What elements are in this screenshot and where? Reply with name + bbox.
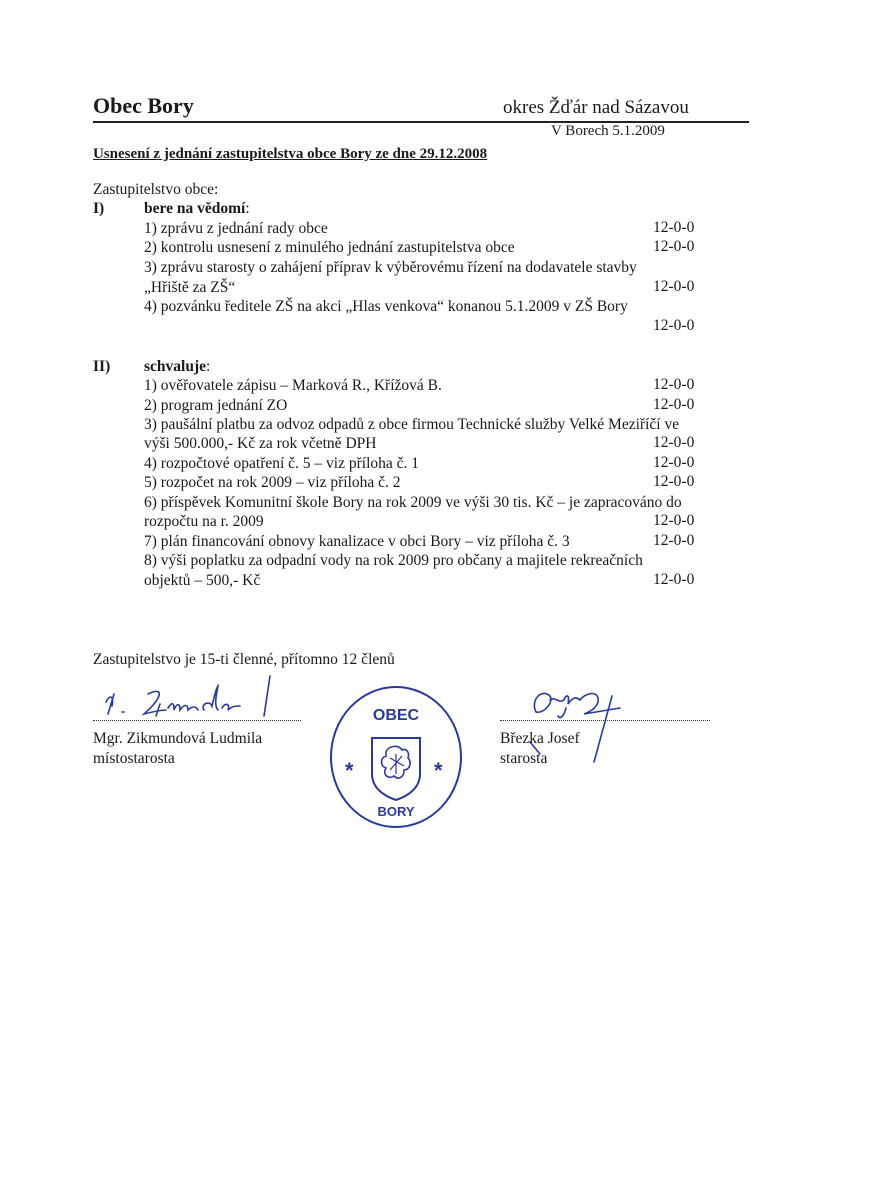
item-text: 3) zprávu starosty o zahájení příprav k výběrovému řízení na dodavatele stavby [144, 259, 637, 276]
left-signatory-name: Mgr. Zikmundová Ludmila [93, 730, 263, 747]
section1-item [144, 297, 744, 317]
item-text: 2) program jednání ZO [144, 397, 288, 414]
item-text: 8) výši poplatku za odpadní vody na rok 2009 pro občany a majitele rekreačních [144, 552, 643, 569]
item-text: 3) paušální platbu za odvoz odpadů z obce firmou Technické služby Velké Meziříčí ve [144, 416, 680, 433]
section2-item [144, 493, 744, 513]
vote-result: 12-0-0 [653, 396, 695, 413]
section1-heading-colon: : [245, 200, 250, 217]
section2-item [144, 551, 744, 571]
item-text: rozpočtu na r. 2009 [144, 513, 264, 530]
section1-item [144, 258, 744, 278]
vote-result: 12-0-0 [653, 219, 695, 236]
seal-right-star-icon: * [434, 758, 443, 783]
item-text: 5) rozpočet na rok 2009 – viz příloha č. 2 [144, 474, 401, 491]
item-text: 6) příspěvek Komunitní škole Bory na rok 2009 ve výši 30 tis. Kč – je zapracováno do [144, 494, 682, 511]
document-subject: Usnesení z jednání zastupitelstva obce Bory ze dne 29.12.2008 [93, 146, 488, 162]
section2-heading-text: schvaluje [144, 358, 206, 375]
item-text: 1) ověřovatele zápisu – Marková R., Křížová B. [144, 377, 442, 394]
item-text: výši 500.000,- Kč za rok včetně DPH [144, 435, 377, 452]
left-signature-line [93, 720, 301, 721]
item-text: 7) plán financování obnovy kanalizace v obci Bory – viz příloha č. 3 [144, 533, 570, 550]
section1-numeral: I) [93, 200, 105, 217]
left-handwritten-signature [100, 672, 300, 724]
right-signatory-role: starosta [500, 750, 548, 767]
vote-result: 12-0-0 [653, 238, 695, 255]
right-signature-line [500, 720, 710, 721]
vote-result: 12-0-0 [653, 278, 695, 295]
right-signatory-name: Březka Josef [500, 730, 580, 747]
item-text: 2) kontrolu usnesení z minulého jednání zastupitelstva obce [144, 239, 515, 256]
vote-result: 12-0-0 [653, 571, 695, 588]
vote-result: 12-0-0 [653, 532, 695, 549]
vote-result: 12-0-0 [653, 454, 695, 471]
place-date: V Borech 5.1.2009 [551, 123, 665, 139]
item-text: 1) zprávu z jednání rady obce [144, 220, 328, 237]
item-text: „Hřiště za ZŠ“ [144, 279, 236, 296]
vote-result: 12-0-0 [653, 376, 695, 393]
item-text: 4) rozpočtové opatření č. 5 – viz příloha č. 1 [144, 455, 420, 472]
left-signatory-role: místostarosta [93, 750, 175, 767]
municipality-title: Obec Bory [93, 93, 194, 118]
section2-item [144, 415, 744, 435]
vote-result: 12-0-0 [653, 512, 695, 529]
section2-heading [144, 357, 210, 376]
section1-heading [144, 199, 250, 218]
intro-text: Zastupitelstvo obce: [93, 181, 219, 198]
seal-bottom-text: BORY [377, 804, 415, 819]
vote-result: 12-0-0 [653, 473, 695, 490]
municipal-seal [328, 684, 464, 830]
seal-top-text: OBEC [372, 707, 420, 724]
seal-left-star-icon: * [345, 758, 354, 783]
vote-result: 12-0-0 [653, 317, 695, 334]
section2-heading-colon: : [206, 358, 211, 375]
section2-numeral: II) [93, 358, 111, 375]
item-text: 4) pozvánku ředitele ZŠ na akci „Hlas venkova“ konanou 5.1.2009 v ZŠ Bory [144, 298, 628, 315]
district-name: okres Žďár nad Sázavou [503, 97, 689, 118]
attendance-note: Zastupitelstvo je 15-ti členné, přítomno 12 členů [93, 651, 395, 668]
vote-result: 12-0-0 [653, 434, 695, 451]
section1-heading-text: bere na vědomí [144, 200, 246, 217]
item-text: objektů – 500,- Kč [144, 572, 261, 589]
